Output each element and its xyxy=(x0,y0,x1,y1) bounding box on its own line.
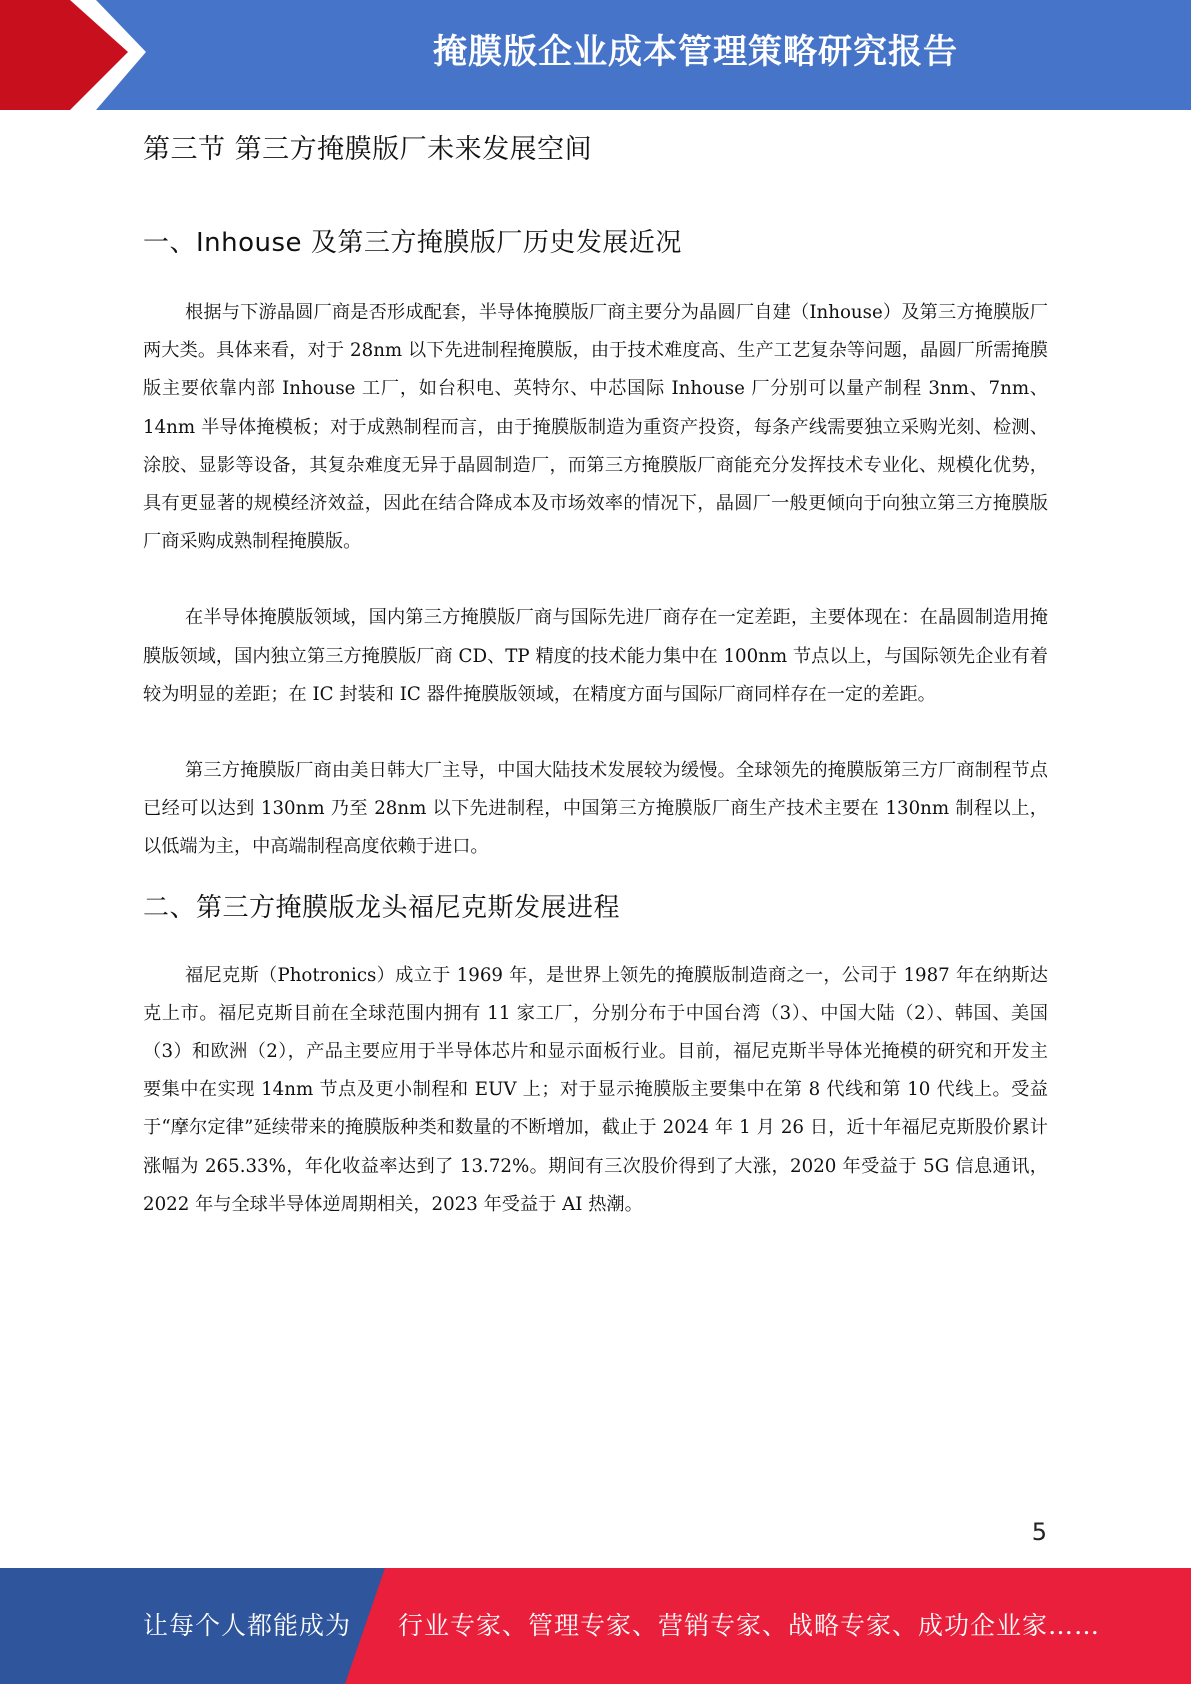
page-number: 5 xyxy=(1031,1518,1047,1546)
subsection-title-2: 二、第三方掩膜版龙头福尼克斯发展进程 xyxy=(143,892,621,923)
subsection-title-1: 一、Inhouse 及第三方掩膜版厂历史发展近况 xyxy=(143,228,682,258)
paragraph: 在半导体掩膜版领域，国内第三方掩膜版厂商与国际先进厂商存在一定差距，主要体现在：在晶圆制造用掩膜版领域，国内独立第三方掩膜版厂商 CD、TP 精度的技术能力集中在 100nm 节点以上，与国际领先企业有着较为明显的差距；在 IC 封装和 IC 器件掩膜版领域，在精度方面与国际厂商同样存在一定的差距。 xyxy=(143,607,1048,705)
section-title: 第三节 第三方掩膜版厂未来发展空间 xyxy=(143,134,593,165)
paragraph: 第三方掩膜版厂商由美日韩大厂主导，中国大陆技术发展较为缓慢。全球领先的掩膜版第三方厂商制程节点已经可以达到 130nm 乃至 28nm 以下先进制程，中国第三方掩膜版厂商生产技术主要在 130nm 制程以上，以低端为主，中高端制程高度依赖于进口。 xyxy=(143,760,1048,858)
footer-slogan-left: 让每个人都能成为 xyxy=(143,1611,352,1640)
page-footer xyxy=(0,1568,1191,1684)
page-content xyxy=(143,126,1048,1224)
paragraph: 福尼克斯（Photronics）成立于 1969 年，是世界上领先的掩膜版制造商之一，公司于 1987 年在纳斯达克上市。福尼克斯目前在全球范围内拥有 11 家工厂，分别分布于中国台湾（3）、中国大陆（2）、韩国、美国（3）和欧洲（2），产品主要应用于半导体芯片和显示面板行业。目前，福尼克斯半导体光掩模的研究和开发主要集中在实现 14nm 节点及更小制程和 EUV 上；对于显示掩膜版主要集中在第 8 代线和第 10 代线上。受益于“摩尔定律”延续带来的掩膜版种类和数量的不断增加，截止于 2024 年 1 月 26 日，近十年福尼克斯股价累计涨幅为 265.33%，年化收益率达到了 13.72%。期间有三次股价得到了大涨，2020 年受益于 5G 信息通讯，2022 年与全球半导体逆周期相关，2023 年受益于 AI 热潮。 xyxy=(143,964,1048,1215)
paragraph: 根据与下游晶圆厂商是否形成配套，半导体掩膜版厂商主要分为晶圆厂自建（Inhouse）及第三方掩膜版厂两大类。具体来看，对于 28nm 以下先进制程掩膜版，由于技术难度高、生产工艺复杂等问题，晶圆厂所需掩膜版主要依靠内部 Inhouse 工厂，如台积电、英特尔、中芯国际 Inhouse 厂分别可以量产制程 3nm、7nm、14nm 半导体掩模板；对于成熟制程而言，由于掩膜版制造为重资产投资，每条产线需要独立采购光刻、检测、涂胶、显影等设备，其复杂难度无异于晶圆制造厂，而第三方掩膜版厂商能充分发挥技术专业化、规模化优势，具有更显著的规模经济效益，因此在结合降成本及市场效率的情况下，晶圆厂一般更倾向于向独立第三方掩膜版厂商采购成熟制程掩膜版。 xyxy=(143,302,1048,553)
header-arrow-decoration xyxy=(0,0,160,110)
report-title: 掩膜版企业成本管理策略研究报告 xyxy=(433,32,958,72)
footer-slogan-right: 行业专家、管理专家、营销专家、战略专家、成功企业家…… xyxy=(398,1611,1101,1640)
page-header xyxy=(0,0,1191,110)
